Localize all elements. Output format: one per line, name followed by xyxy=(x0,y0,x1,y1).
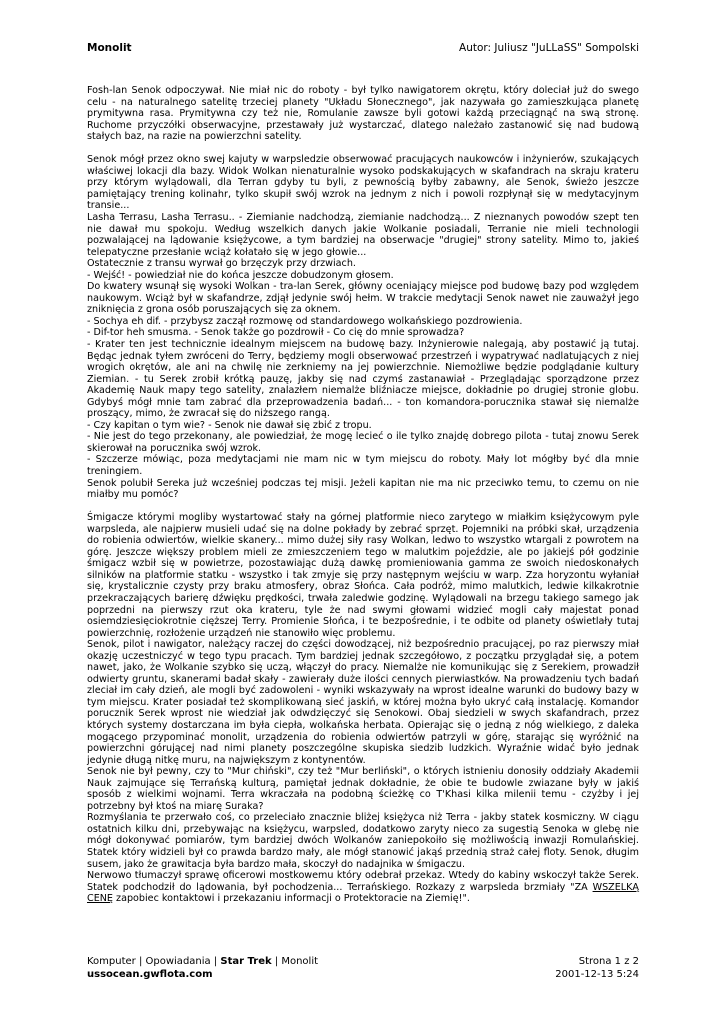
dialogue-line: - Szczerze mówiąc, poza medytacjami nie mam nic w tym miejscu do roboty. Mały lot mógłby być dla mnie treningiem. xyxy=(87,454,639,477)
breadcrumb-part: | Monolit xyxy=(271,956,319,967)
paragraph: Fosh-lan Senok odpoczywał. Nie miał nic do roboty - był tylko nawigatorem okrętu, który doleciał już do swego celu - na naturalnego satelitę trzeciej planety "Układu Słonecznego", jak nazywała go zamieszkująca planetę prymitywna rasa. Prymitywna czy też nie, Romulanie zawsze byli gotowi każdą przeciągnąć na swą stronę. Ruchome przyczółki obserwacyjne, przestawały już wystarczać, dlatego należało zastanowić się nad budową stałych baz, na razie na powierzchni satelity. xyxy=(87,85,639,143)
dialogue-line: - Nie jest do tego przekonany, ale powiedział, że mogę lecieć o ile tylko znajdę dobrego pilota - tutaj znowu Serek skierował na porucznika swój wzrok. xyxy=(87,431,639,454)
paragraph: Senok polubił Sereka już wcześniej podczas tej misji. Jeżeli kapitan nie ma nic przeciwko temu, to czemu on nie miałby mu pomóc? xyxy=(87,477,639,501)
paragraph-text: Nerwowo tłumaczył sprawę oficerowi mostkowemu który odebrał przekaz. Wtedy do kabiny wskoczył także Serek. Statek podchodził do lądowania, był pochodzenia... Terrańskiego. Rozkazy z warpsleda brzmiały xyxy=(87,870,639,893)
paragraph: Senok mógł przez okno swej kajuty w warpsledzie obserwować pracujących naukowców i inżynierów, szukających właściwej lokacji dla bazy. Widok Wolkan nienaturalnie wysoko podskakujących w skafandrach na skraju krateru przy którym wylądowali, dla Terran gdyby tu byli, z pewnością byłby zabawny, ale Senok, świeżo jeszcze pamiętający trening kolinahr, tylko skupił swój wzrok na jednym z nich i powoli rozpłynął się w medytacyjnym transie... xyxy=(87,154,639,212)
breadcrumb xyxy=(87,956,318,969)
paragraph: Senok nie był pewny, czy to "Mur chiński", czy też "Mur berliński", o których istnieniu donosiły oddziały Akademii Nauk zajmujące się Terrańską kulturą, pamiętał jednak dokładnie, że obie te budowle zwiazane były w jakiś sposób z wielkimi wojnami. Terra wkraczała na podobną ścieżkę co T'Khasi kilka milenii temu - czyżby i jej potrzebny był ktoś na miarę Suraka? xyxy=(87,766,639,812)
page-header xyxy=(87,41,639,55)
page-number: Strona 1 z 2 xyxy=(578,956,639,967)
paragraph xyxy=(87,870,639,905)
paragraph: Rozmyślania te przerwało coś, co przeleciało znacznie bliżej księżyca niż Terra - jakby statek kosmiczny. W ciągu ostatnich kilku dni, przebywając na księżycu, warpsled, dodatkowo zaryty nieco za sugestią Senoka w glebę nie mógł dokonywać pomiarów, tym bardziej dwóch Wolkanów zaniepokoiło się możliwością inwazji Romulańskiej. Statek który widzieli był co prawda bardzo mały, ale mógł stanowić jakąś przednią straż całej floty. Senok, długim susem, jako że grawitacja była bardzo mała, skoczył do nadajnika w śmigaczu. xyxy=(87,812,639,870)
paragraph: Senok, pilot i nawigator, należący raczej do części dowodzącej, niż bezpośrednio pracującej, po raz pierwszy miał okazję uczestniczyć w tego typu pracach. Tym bardziej jednak szczegółowo, z początku przyglądał się, a potem nawet, jako, że Wolkanie szybko się uczą, włączył do pracy. Niemalże nie komunikując się z Serekiem, prowadził odwierty gruntu, skanerami badał skały - zawierały duże ilości cennych pierwiastków. Na prowadzeniu tych badań zleciał im cały dzień, ale mogli być zadowoleni - wyniki wskazywały na wprost idealne warunki do budowy bazy w tym miejscu. Krater posiadał też skomplikowaną sieć jaskiń, w której można było ukryć całą instalację. Komandor porucznik Serek wprost nie wiedział jak odwdzięczyć się Senokowi. Obaj siedzieli w swych skafandrach, przez których systemy dostarczana im była ciepła, wolkańska herbata. Opierając się o jedną z nóg wielkiego, z daleka mogącego przypominać monolit, urządzenia do robienia odwiertów patrzyli w górę, starając się wyróżnić na powierzchni górującej nad nimi planety poszczególne skupiska siedzib ludzkich. Wyraźnie widać było jednak jedynie długą nitkę muru, na największym z kontynentów. xyxy=(87,639,639,766)
dialogue-line: - Wejść! - powiedział nie do końca jeszcze dobudzonym głosem. xyxy=(87,269,394,281)
document-author: Autor: Juliusz "JuLLaSS" Sompolski xyxy=(459,42,639,54)
dialogue-line: - Sochya eh dif. - przybysz zaczął rozmowę od standardowego wolkańskiego pozdrowienia. xyxy=(87,315,523,327)
dialogue-line: - Czy kapitan o tym wie? - Senok nie dawał się zbić z tropu. xyxy=(87,419,372,431)
page-footer xyxy=(87,956,639,982)
paragraph: Lasha Terrasu, Lasha Terrasu.. - Ziemianie nadchodzą, ziemianie nadchodzą... Z nieznanych powodów szept ten nie dawał mu spokoju. Według wszelkich danych jakie Wolkanie posiadali, Terranie nie mieli technologii pozwalającej na lądowanie księżycowe, a tym bardziej na obserwacje "drugiej" strony satelity. Mimo to, jakieś telepatyczne przesłanie wciąż kołatało się w jego głowie... xyxy=(87,211,639,258)
paragraph: Do kwatery wsunął się wysoki Wolkan - tra-lan Serek, główny oceniający miejsce pod budowę bazy pod względem naukowym. Wciąż był w skafandrze, zdjął jedynie swój hełm. W trakcie medytacji Senok nawet nie zauważył jego zniknięcia z grona osób poruszających się za oknem. xyxy=(87,281,639,316)
footer-right xyxy=(555,956,639,981)
breadcrumb-current-section: Star Trek xyxy=(220,956,272,967)
dialogue-line: - Dif-tor heh smusma. - Senok także go pozdrowił - Co cię do mnie sprowadza? xyxy=(87,327,465,339)
footer-left xyxy=(87,956,318,981)
document-title: Monolit xyxy=(87,42,132,54)
paragraph: Śmigacze którymi mogliby wystartować stały na górnej platformie nieco zarytego w miałkim księżycowym pyle warpsleda, ale najpierw musieli udać się na dolne pokłady by zebrać sprzęt. Pojemniki na próbki skał, urządzenia do robienia odwiertów, wielkie skanery... mimo dużej siły rasy Wolkan, ledwo to wszystko wtargali z powrotem na górę. Jeszcze większy problem mieli ze zmieszczeniem tego w malutkim pojeździe, ale po jakiejś pół godzinie śmigacz wzbił się w powietrze, pozostawiając dużą dawkę promieniowania gamma ze swoich niedoskonałych silników na platformie statku - wszystko i tak zmyje się przy następnym wejściu w warp. Zza horyzontu wyłaniał się, krystalicznie czysty przy braku atmosfery, obraz Słońca. Cała podróż, mimo malutkich, ledwie kilkakrotnie przekraczających barierę dźwięku prędkości, trwała zaledwie godzinę. Wylądowali na brzegu takiego samego jak poprzedni na pierwszy rzut oka krateru, tyle że nad swymi głowami widzieć mogli cały majestat ponad osiemdziesięciokrotnie cięższej Terry. Promienie Słońca, i te bezpośrednie, i te odbite od planety oświetlały tutaj powierzchnię, rozłożenie urządzeń nie stanowiło więc problemu. xyxy=(87,512,639,639)
site-url: ussocean.gwflota.com xyxy=(87,968,213,980)
story-body xyxy=(87,85,639,905)
emphasized-order: "ZA WSZELKĄ CENĘ zapobiec kontaktowi i przekazaniu informacji o Protektoracie na Ziemię!". xyxy=(87,881,639,905)
breadcrumb-part: Komputer | Opowiadania | xyxy=(87,956,221,967)
dialogue-line: - Krater ten jest technicznie idealnym miejscem na budowę bazy. Inżynierowie nalegają, aby postawić ją tutaj. Będąc jednak tyłem zwróceni do Terry, będziemy mogli obserwować przestrzeń i wypatrywać nadlatujących z niej wrogich okrętów, ale ani na chwilę nie zerkniemy na jej powierzchnie. Niemożliwe będzie podglądanie kultury Ziemian. - tu Serek zrobił krótką pauzę, jakby się nad czymś zastanawiał - Przeglądając sporządzone przez Akademię Nauk mapy tego satelity, znalazłem niemalże bliźniacze miejsce, dokładnie po drugiej stronie globu. Gdybyś mógł mnie tam zabrać dla przeprowadzenia badań... - ton komandora-porucznika stawał się niemalże proszący, mimo, że zwracał się do niższego rangą. xyxy=(87,338,639,420)
print-datetime: 2001-12-13 5:24 xyxy=(555,968,639,980)
paragraph: Ostatecznie z transu wyrwał go brzęczyk przy drzwiach. xyxy=(87,258,356,270)
